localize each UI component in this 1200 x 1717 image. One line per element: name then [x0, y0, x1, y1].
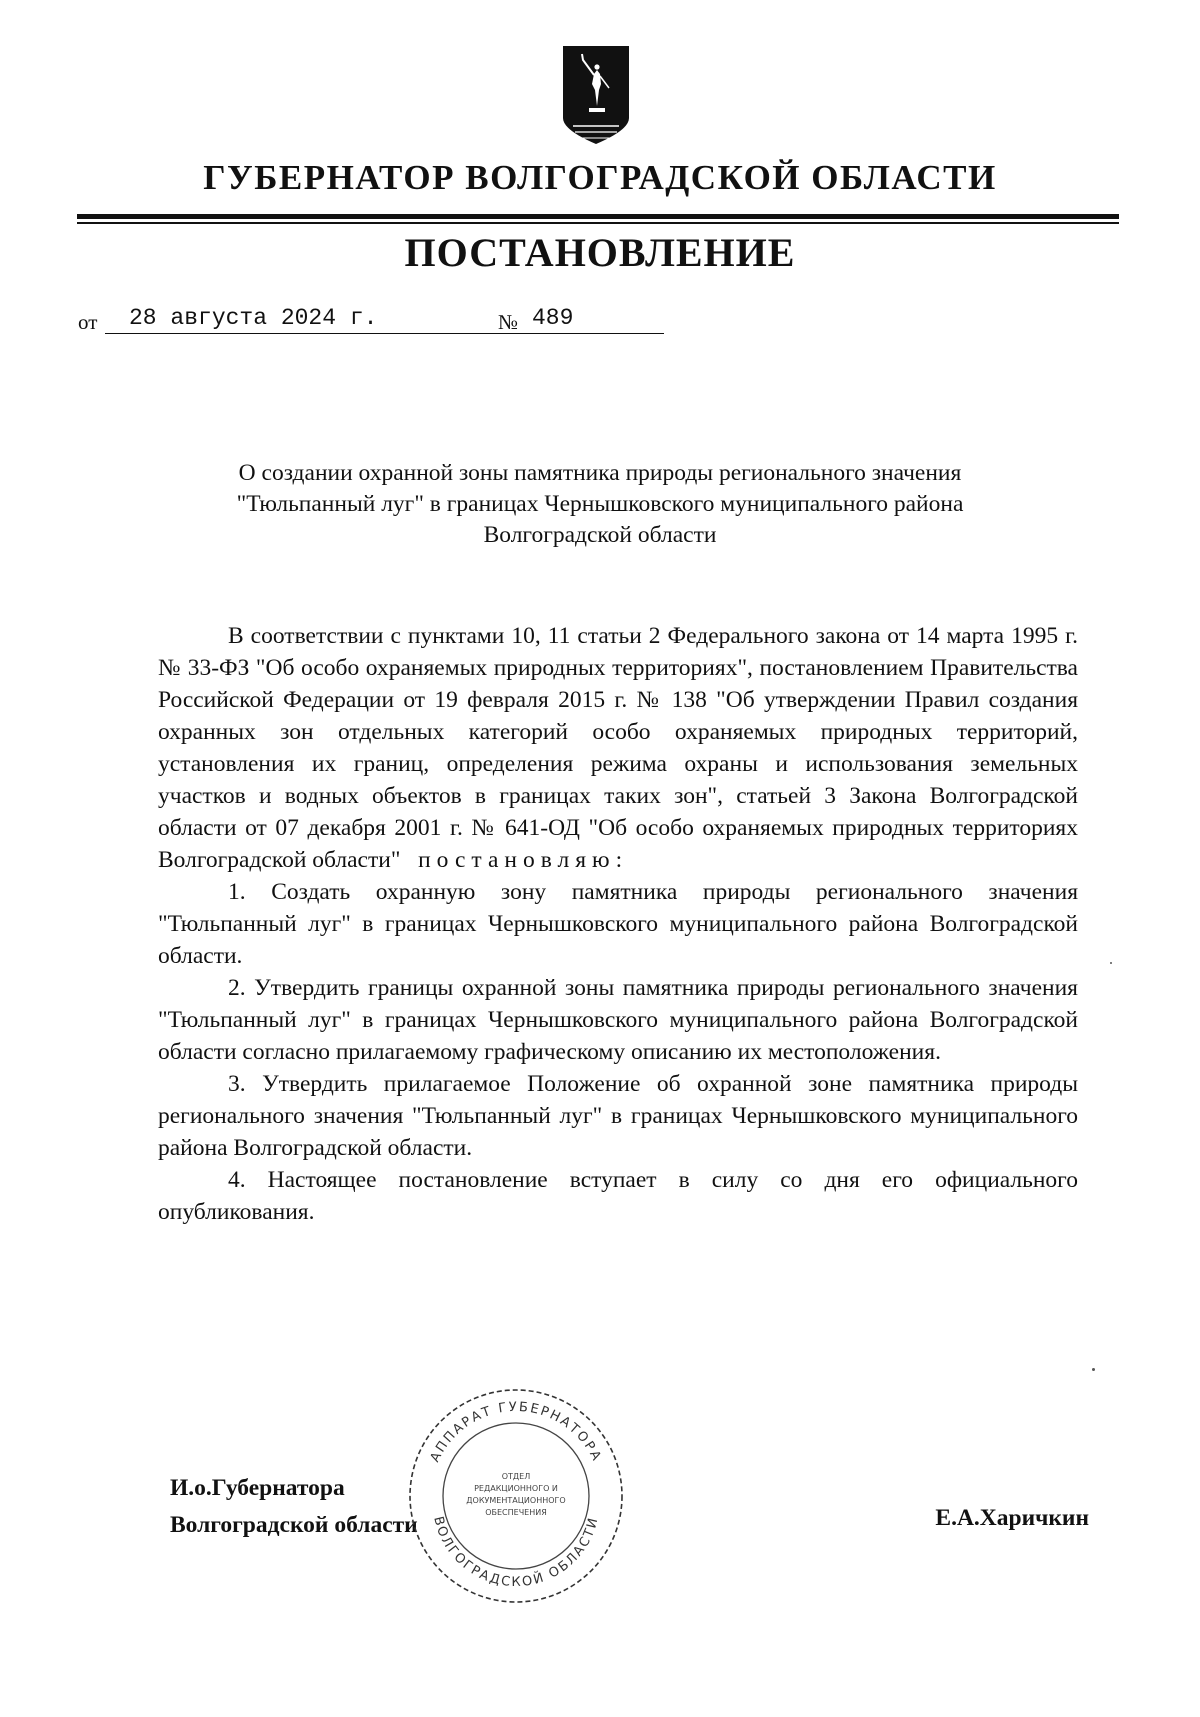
- subject-line: О создании охранной зоны памятника природы регионального значения: [238, 460, 962, 486]
- stamp-outer-top: АППАРАТ ГУБЕРНАТОРА: [427, 1399, 605, 1465]
- subject-line: Волгоградской области: [483, 522, 717, 548]
- signatory-position-line: И.о.Губернатора: [170, 1475, 345, 1501]
- preamble-text: В соответствии с пунктами 10, 11 статьи 2 Федерального закона от 14 марта 1995 г. № 33-ФЗ "Об особо охраняемых природных территориях", постановлением Правительства Российской Федерации от 19 февраля 2015 г. № 138 "Об утверждении Правил создания охранных зон отдельных категорий особо охраняемых природных территорий, установления их границ, определения режима охраны и использования земельных участков и водных объектов в границах таких зон", статьей 3 Закона Волгоградской области от 07 декабря 2001 г. № 641-ОД "Об особо охраняемых природных территориях Волгоградской области": [158, 623, 1078, 873]
- resolution-item: 1. Создать охранную зону памятника природы регионального значения "Тюльпанный луг" в границах Чернышковского муниципального района Волгоградской области.: [158, 879, 1078, 969]
- stamp-inner-line: ОТДЕЛ: [501, 1472, 531, 1481]
- signatory-position-line: Волгоградской области: [170, 1512, 418, 1538]
- date-label: от: [78, 310, 98, 334]
- number-label: №: [498, 310, 519, 334]
- scan-speck: [1092, 1368, 1095, 1371]
- signatory-position: [170, 1470, 418, 1544]
- document-body: [158, 620, 1078, 1228]
- stamp-outer-bottom: ВОЛГОГРАДСКОЙ ОБЛАСТИ: [430, 1514, 602, 1591]
- organization-title: ГУБЕРНАТОР ВОЛГОГРАДСКОЙ ОБЛАСТИ: [203, 158, 997, 197]
- number-value: 489: [524, 304, 664, 334]
- resolution-item: 4. Настоящее постановление вступает в силу со дня его официального опубликования.: [158, 1167, 1078, 1225]
- subject-line: "Тюльпанный луг" в границах Чернышковского муниципального района: [236, 491, 964, 517]
- document-type-title: ПОСТАНОВЛЕНИЕ: [404, 230, 796, 275]
- stamp-inner-line: РЕДАКЦИОННОГО И: [474, 1484, 558, 1493]
- resolution-item: 3. Утвердить прилагаемое Положение об охранной зоне памятника природы регионального значения "Тюльпанный луг" в границах Чернышковского муниципального района Волгоградской области.: [158, 1071, 1078, 1161]
- stamp-inner-line: ОБЕСПЕЧЕНИЯ: [485, 1508, 547, 1517]
- preamble-paragraph: [158, 620, 1078, 876]
- header-divider-thick: [77, 214, 1119, 219]
- coat-of-arms-icon: [561, 44, 631, 146]
- signatory-name: Е.А.Харичкин: [935, 1505, 1089, 1531]
- scan-speck: [1110, 962, 1112, 964]
- document-subject: [150, 458, 1050, 551]
- official-stamp: [405, 1385, 627, 1607]
- header-divider-thin: [77, 222, 1119, 224]
- resolution-item: 2. Утвердить границы охранной зоны памятника природы регионального значения "Тюльпанный луг" в границах Чернышковского муниципального района Волгоградской области согласно прилагаемому графическому описанию их местоположения.: [158, 975, 1078, 1065]
- resolve-word: постановляю:: [418, 847, 629, 873]
- date-value: 28 августа 2024 г.: [105, 304, 562, 334]
- stamp-inner-line: ДОКУМЕНТАЦИОННОГО: [466, 1496, 566, 1505]
